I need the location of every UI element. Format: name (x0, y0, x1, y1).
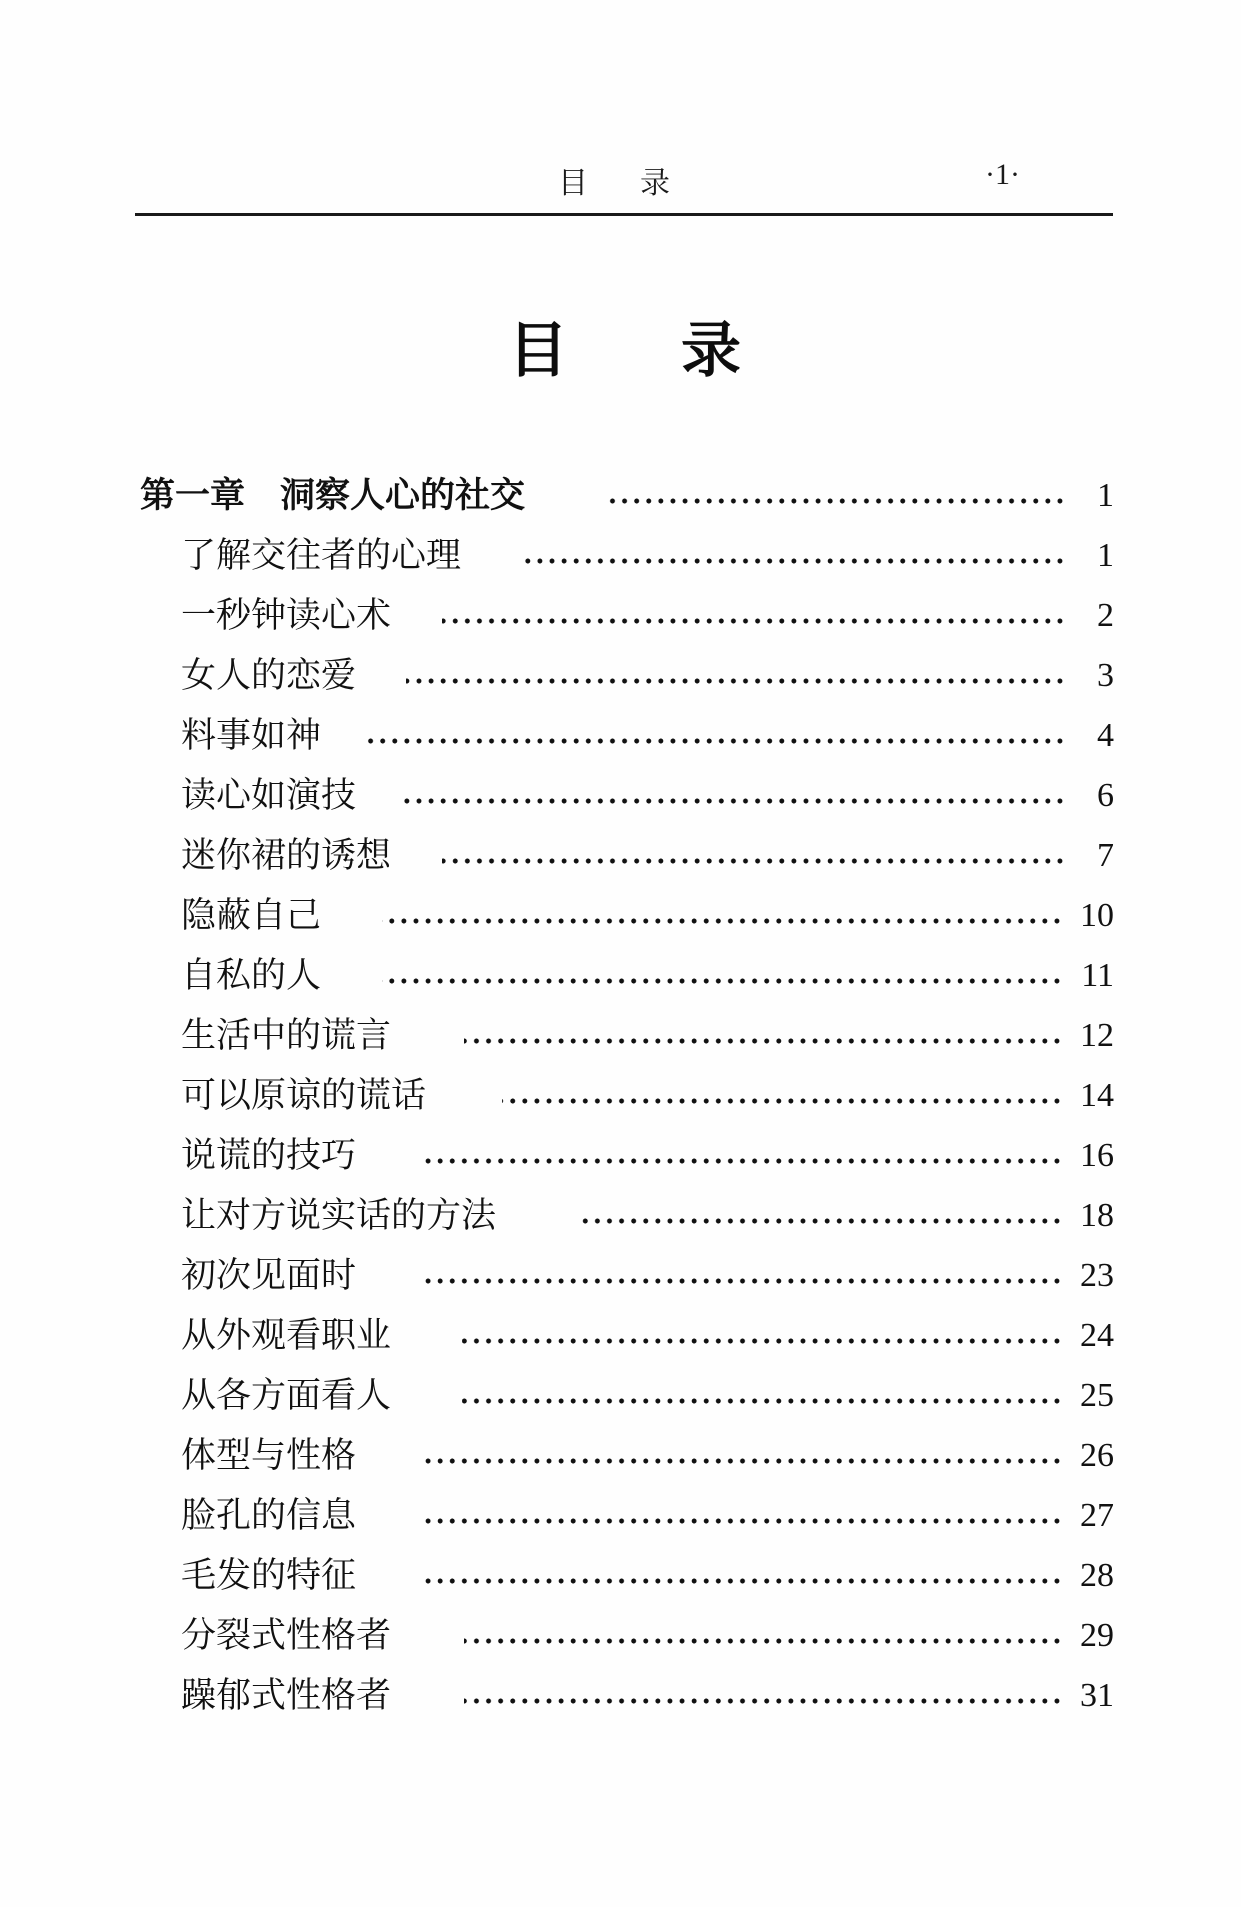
toc-page-number: 27 (1080, 1497, 1114, 1534)
toc-item-label: 从各方面看人 (181, 1376, 392, 1416)
toc-item-label: 读心如演技 (181, 776, 357, 816)
toc-item[interactable] (0, 828, 1241, 884)
toc-item-label: 料事如神 (181, 716, 322, 756)
toc-item[interactable] (0, 1308, 1241, 1364)
leader-dots (502, 1098, 1063, 1104)
toc-item[interactable] (0, 1608, 1241, 1664)
leader-dots (422, 1458, 1063, 1464)
toc-page-number: 16 (1080, 1137, 1114, 1174)
toc-page-number: 24 (1080, 1317, 1114, 1354)
leader-dots (464, 1698, 1063, 1704)
toc-chapter-1[interactable] (0, 468, 1241, 524)
running-header-title: 目录 (558, 166, 722, 201)
leader-dots (582, 1218, 1063, 1224)
page-title: 目录 (508, 316, 854, 386)
toc-item-label: 躁郁式性格者 (181, 1676, 392, 1716)
toc-item-label: 让对方说实话的方法 (181, 1196, 497, 1236)
toc-page-number: 26 (1080, 1437, 1114, 1474)
toc-page-number: 29 (1080, 1617, 1114, 1654)
toc-item-label: 生活中的谎言 (181, 1016, 392, 1056)
toc-page-number: 2 (1097, 597, 1114, 634)
toc-item[interactable] (0, 1548, 1241, 1604)
toc-item[interactable] (0, 1668, 1241, 1724)
toc-page-number: 31 (1080, 1677, 1114, 1714)
toc-item[interactable] (0, 708, 1241, 764)
toc-item[interactable] (0, 1428, 1241, 1484)
leader-dots (422, 1278, 1063, 1284)
toc-item-label: 可以原谅的谎话 (181, 1076, 427, 1116)
toc-item[interactable] (0, 528, 1241, 584)
toc-page-number: 28 (1080, 1557, 1114, 1594)
toc-page-number: 14 (1080, 1077, 1114, 1114)
toc-item[interactable] (0, 1068, 1241, 1124)
toc-item-label: 隐蔽自己 (181, 896, 322, 936)
toc-item[interactable] (0, 1008, 1241, 1064)
leader-dots (606, 498, 1066, 504)
toc-item-label: 初次见面时 (181, 1256, 357, 1296)
toc-item[interactable] (0, 888, 1241, 944)
toc-item-label: 一秒钟读心术 (181, 596, 392, 636)
toc-item-label: 自私的人 (181, 956, 322, 996)
header-rule (135, 213, 1113, 216)
leader-dots (462, 1338, 1063, 1344)
toc-item-label: 体型与性格 (181, 1436, 357, 1476)
toc-item[interactable] (0, 768, 1241, 824)
running-header (0, 158, 1241, 202)
toc-item[interactable] (0, 588, 1241, 644)
leader-dots (402, 798, 1066, 804)
leader-dots (422, 1578, 1063, 1584)
toc-page-number: 25 (1080, 1377, 1114, 1414)
toc-page-number: 23 (1080, 1257, 1114, 1294)
toc-item-label: 脸孔的信息 (181, 1496, 357, 1536)
toc-page-number: 1 (1097, 537, 1114, 574)
toc-item[interactable] (0, 1188, 1241, 1244)
toc-item-label: 了解交往者的心理 (181, 536, 462, 576)
toc-item-label: 说谎的技巧 (181, 1136, 357, 1176)
leader-dots (406, 678, 1066, 684)
toc-item[interactable] (0, 648, 1241, 704)
toc-item-label: 从外观看职业 (181, 1316, 392, 1356)
toc-item[interactable] (0, 1368, 1241, 1424)
leader-dots (382, 978, 1063, 984)
running-header-page-number: ·1· (985, 158, 1020, 191)
leader-dots (442, 618, 1066, 624)
toc-item[interactable] (0, 1248, 1241, 1304)
toc-page-number: 7 (1097, 837, 1114, 874)
toc-page-number: 12 (1080, 1017, 1114, 1054)
leader-dots (464, 1038, 1063, 1044)
toc-item[interactable] (0, 1128, 1241, 1184)
leader-dots (382, 918, 1063, 924)
leader-dots (442, 858, 1066, 864)
toc-item-label: 毛发的特征 (181, 1556, 357, 1596)
toc-item-label: 分裂式性格者 (181, 1616, 392, 1656)
toc-page-number: 11 (1081, 957, 1114, 994)
toc-page-number: 6 (1097, 777, 1114, 814)
leader-dots (464, 1638, 1063, 1644)
leader-dots (462, 1398, 1063, 1404)
toc-page-number: 10 (1080, 897, 1114, 934)
leader-dots (420, 1158, 1063, 1164)
toc-item[interactable] (0, 948, 1241, 1004)
toc-page-number: 3 (1097, 657, 1114, 694)
toc-chapter-label: 第一章 洞察人心的社交 (140, 476, 526, 516)
leader-dots (366, 738, 1066, 744)
toc-item-label: 女人的恋爱 (181, 656, 357, 696)
toc-page-number: 18 (1080, 1197, 1114, 1234)
leader-dots (524, 558, 1066, 564)
toc-item-label: 迷你裙的诱想 (181, 836, 392, 876)
toc-page-number: 4 (1097, 717, 1114, 754)
toc-item[interactable] (0, 1488, 1241, 1544)
toc-page-number: 1 (1097, 477, 1114, 514)
leader-dots (422, 1518, 1063, 1524)
